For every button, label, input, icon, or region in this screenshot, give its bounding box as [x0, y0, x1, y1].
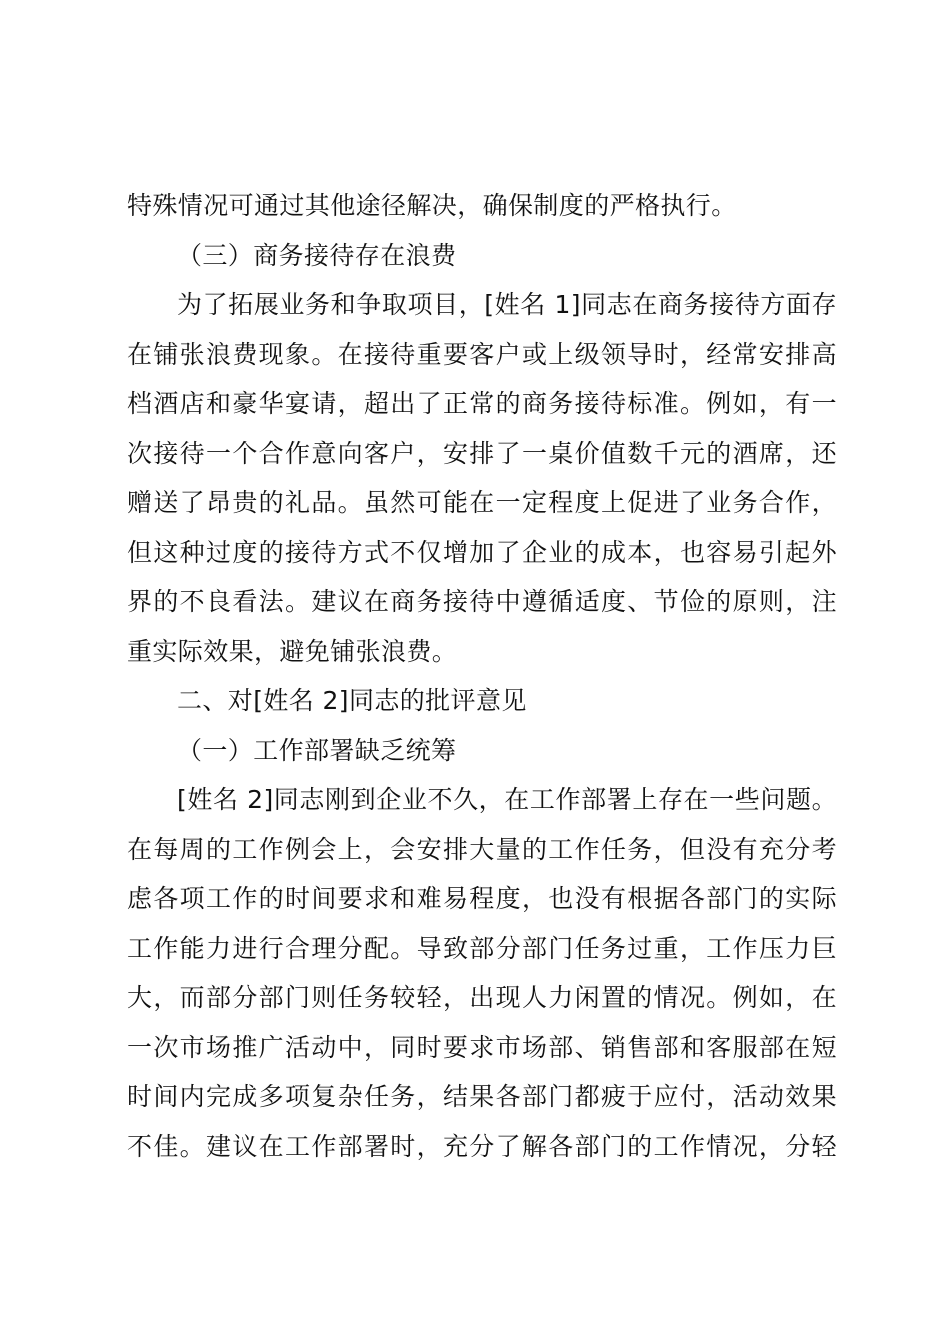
text-line: [姓名 2]同志刚到企业不久，在工作部署上存在一些问题。 [177, 785, 837, 814]
text-line: 赠送了昂贵的礼品。虽然可能在一定程度上促进了业务合作， [127, 488, 837, 517]
text-line: 重实际效果，避免铺张浪费。 [127, 636, 458, 666]
text-line: （一）工作部署缺乏统筹 [177, 735, 457, 765]
text-line: 在铺张浪费现象。在接待重要客户或上级领导时，经常安排高 [127, 339, 837, 369]
text-line: 二、对[姓名 2]同志的批评意见 [177, 686, 527, 715]
text-line: 特殊情况可通过其他途径解决，确保制度的严格执行。 [127, 191, 737, 220]
text-line: 界的不良看法。建议在商务接待中遵循适度、节俭的原则，注 [127, 587, 837, 616]
text-line: 档酒店和豪华宴请，超出了正常的商务接待标准。例如，有一 [127, 389, 837, 418]
text-line: 大，而部分部门则任务较轻，出现人力闲置的情况。例如，在 [127, 983, 837, 1012]
text-line: （三）商务接待存在浪费 [177, 240, 457, 270]
text-line: 但这种过度的接待方式不仅增加了企业的成本，也容易引起外 [127, 537, 837, 567]
text-line: 一次市场推广活动中，同时要求市场部、销售部和客服部在短 [127, 1032, 837, 1062]
document-body [127, 181, 837, 1171]
text-line: 为了拓展业务和争取项目，[姓名 1]同志在商务接待方面存 [177, 290, 837, 319]
text-line: 次接待一个合作意向客户，安排了一桌价值数千元的酒席，还 [127, 438, 837, 468]
text-line: 不佳。建议在工作部署时，充分了解各部门的工作情况，分轻 [127, 1131, 837, 1161]
text-line: 虑各项工作的时间要求和难易程度，也没有根据各部门的实际 [127, 884, 837, 913]
text-line: 工作能力进行合理分配。导致部分部门任务过重，工作压力巨 [127, 933, 837, 963]
text-line: 在每周的工作例会上，会安排大量的工作任务，但没有充分考 [127, 834, 837, 864]
text-line: 时间内完成多项复杂任务，结果各部门都疲于应付，活动效果 [127, 1082, 837, 1111]
